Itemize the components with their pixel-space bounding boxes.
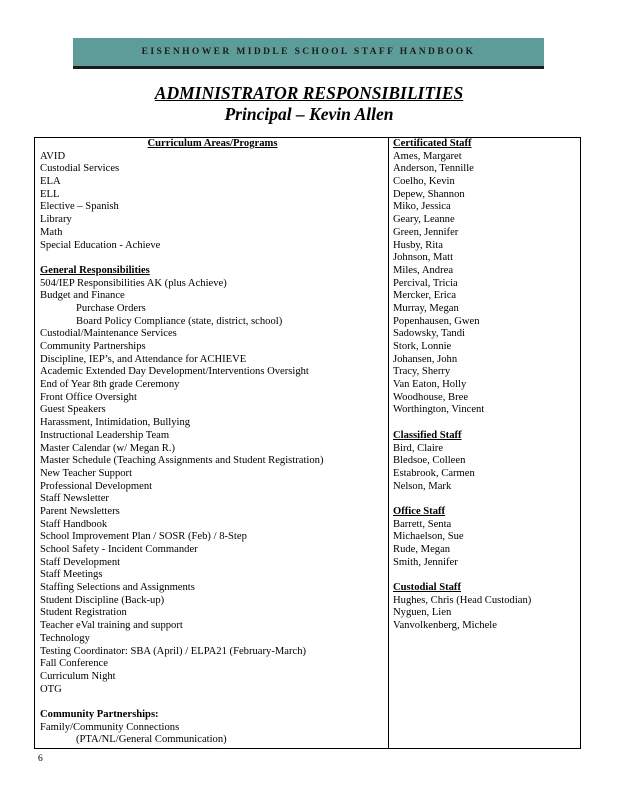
certificated-staff-name: Worthington, Vincent <box>393 404 485 416</box>
certificated-staff-name: Husby, Rita <box>393 239 443 251</box>
certificated-staff-name: Johansen, John <box>393 353 458 365</box>
responsibility-item: Instructional Leadership Team <box>40 429 170 441</box>
responsibility-item: End of Year 8th grade Ceremony <box>40 379 180 391</box>
responsibility-item: Staff Meetings <box>40 569 103 581</box>
responsibilities-table <box>34 137 581 749</box>
certificated-staff-name: Depew, Shannon <box>393 188 465 200</box>
curriculum-item: Custodial Services <box>40 163 120 175</box>
certificated-staff-name: Johnson, Matt <box>393 252 454 264</box>
responsibility-item: Budget and Finance <box>40 290 125 302</box>
responsibility-item: Staff Development <box>40 556 121 568</box>
curriculum-item: Elective – Spanish <box>40 201 119 213</box>
classified-list <box>393 443 578 494</box>
responsibility-item: School Safety - Incident Commander <box>40 544 198 555</box>
office-staff-name: Michaelson, Sue <box>393 531 464 543</box>
office-staff-name: Rude, Megan <box>393 544 451 555</box>
curriculum-item: ELL <box>40 188 60 200</box>
certificated-staff-name: Ames, Margaret <box>393 150 462 162</box>
classified-staff-name: Bledsoe, Colleen <box>393 455 466 467</box>
curriculum-item: ELA <box>40 176 61 188</box>
curriculum-list <box>40 151 385 253</box>
custodial-list <box>393 595 578 633</box>
responsibility-item: Master Calendar (w/ Megan R.) <box>40 442 176 454</box>
classified-staff-name: Bird, Claire <box>393 442 444 454</box>
certificated-staff-name: Coelho, Kevin <box>393 176 455 188</box>
certificated-heading: Certificated Staff <box>393 138 472 149</box>
responsibility-item: School Improvement Plan / SOSR (Feb) / 8-Step <box>40 531 247 543</box>
certificated-staff-name: Sadowsky, Tandi <box>393 328 465 340</box>
responsibility-item: Staff Handbook <box>40 518 108 530</box>
responsibility-item: Discipline, IEP’s, and Attendance for ACHIEVE <box>40 353 247 365</box>
community-heading: Community Partnerships: <box>40 708 159 720</box>
responsibility-item: Academic Extended Day Development/Interventions Oversight <box>40 366 309 378</box>
responsibility-item: Staff Newsletter <box>40 493 109 505</box>
responsibility-item: Community Partnerships <box>40 341 146 352</box>
column-divider <box>388 138 389 748</box>
responsibility-item: Professional Development <box>40 480 153 492</box>
responsibility-item: Board Policy Compliance (state, district, school) <box>76 315 283 327</box>
responsibility-item: Staffing Selections and Assignments <box>40 582 195 594</box>
staff-column <box>393 138 578 633</box>
certificated-staff-name: Tracy, Sherry <box>393 366 451 378</box>
certificated-staff-name: Green, Jennifer <box>393 226 459 238</box>
custodial-heading: Custodial Staff <box>393 582 461 594</box>
page-title: ADMINISTRATOR RESPONSIBILITIES <box>154 83 464 103</box>
page-number: 6 <box>38 754 43 764</box>
curriculum-item: Library <box>40 214 72 226</box>
custodial-staff-name: Vanvolkenberg, Michele <box>393 620 497 632</box>
certificated-staff-name: Mercker, Erica <box>393 290 457 302</box>
responsibility-item: Purchase Orders <box>76 302 146 314</box>
responsibility-item: Teacher eVal training and support <box>40 620 183 632</box>
general-heading: General Responsibilities <box>40 264 150 276</box>
responsibility-item: 504/IEP Responsibilities AK (plus Achieve) <box>40 277 227 289</box>
certificated-staff-name: Woodhouse, Bree <box>393 391 469 403</box>
certificated-staff-name: Stork, Lonnie <box>393 341 452 352</box>
curriculum-item: Math <box>40 226 63 238</box>
general-list <box>40 278 385 697</box>
office-staff-name: Barrett, Senta <box>393 518 452 530</box>
certificated-staff-name: Geary, Leanne <box>393 214 455 226</box>
certificated-staff-name: Anderson, Tennille <box>393 163 474 175</box>
curriculum-item: AVID <box>40 150 66 162</box>
certificated-list <box>393 151 578 417</box>
community-item: Family/Community Connections <box>40 721 180 733</box>
banner-text: EISENHOWER MIDDLE SCHOOL STAFF HANDBOOK <box>141 47 476 57</box>
responsibility-item: Student Discipline (Back-up) <box>40 594 165 606</box>
responsibility-item: Testing Coordinator: SBA (April) / ELPA21 (February-March) <box>40 645 307 657</box>
responsibility-item: Harassment, Intimidation, Bullying <box>40 417 191 429</box>
classified-heading: Classified Staff <box>393 429 462 441</box>
responsibility-item: Student Registration <box>40 607 127 619</box>
classified-staff-name: Nelson, Mark <box>393 480 452 492</box>
responsibility-item: Parent Newsletters <box>40 505 120 517</box>
office-list <box>393 519 578 570</box>
responsibility-item: Front Office Oversight <box>40 391 137 403</box>
responsibility-item: New Teacher Support <box>40 467 133 479</box>
responsibility-item: OTG <box>40 683 62 695</box>
custodial-staff-name: Hughes, Chris (Head Custodian) <box>393 594 532 606</box>
responsibility-item: Curriculum Night <box>40 670 116 682</box>
certificated-staff-name: Miles, Andrea <box>393 264 454 276</box>
certificated-staff-name: Percival, Tricia <box>393 277 458 289</box>
community-item: (PTA/NL/General Communication) <box>76 734 227 746</box>
handbook-banner <box>73 38 544 69</box>
responsibilities-column <box>40 138 385 747</box>
responsibility-item: Fall Conference <box>40 658 108 670</box>
office-staff-name: Smith, Jennifer <box>393 556 458 568</box>
curriculum-item: Special Education - Achieve <box>40 239 161 251</box>
responsibility-item: Technology <box>40 632 90 644</box>
custodial-staff-name: Nyguen, Lien <box>393 607 452 619</box>
responsibility-item: Guest Speakers <box>40 404 106 416</box>
office-heading: Office Staff <box>393 505 446 517</box>
page-subtitle: Principal – Kevin Allen <box>224 104 394 124</box>
certificated-staff-name: Popenhausen, Gwen <box>393 315 480 327</box>
certificated-staff-name: Miko, Jessica <box>393 201 451 213</box>
classified-staff-name: Estabrook, Carmen <box>393 467 475 479</box>
responsibility-item: Custodial/Maintenance Services <box>40 328 177 340</box>
certificated-staff-name: Murray, Megan <box>393 302 459 314</box>
responsibility-item: Master Schedule (Teaching Assignments and Student Registration) <box>40 455 324 467</box>
curriculum-heading: Curriculum Areas/Programs <box>147 138 278 149</box>
certificated-staff-name: Van Eaton, Holly <box>393 379 467 391</box>
community-list <box>40 722 385 747</box>
